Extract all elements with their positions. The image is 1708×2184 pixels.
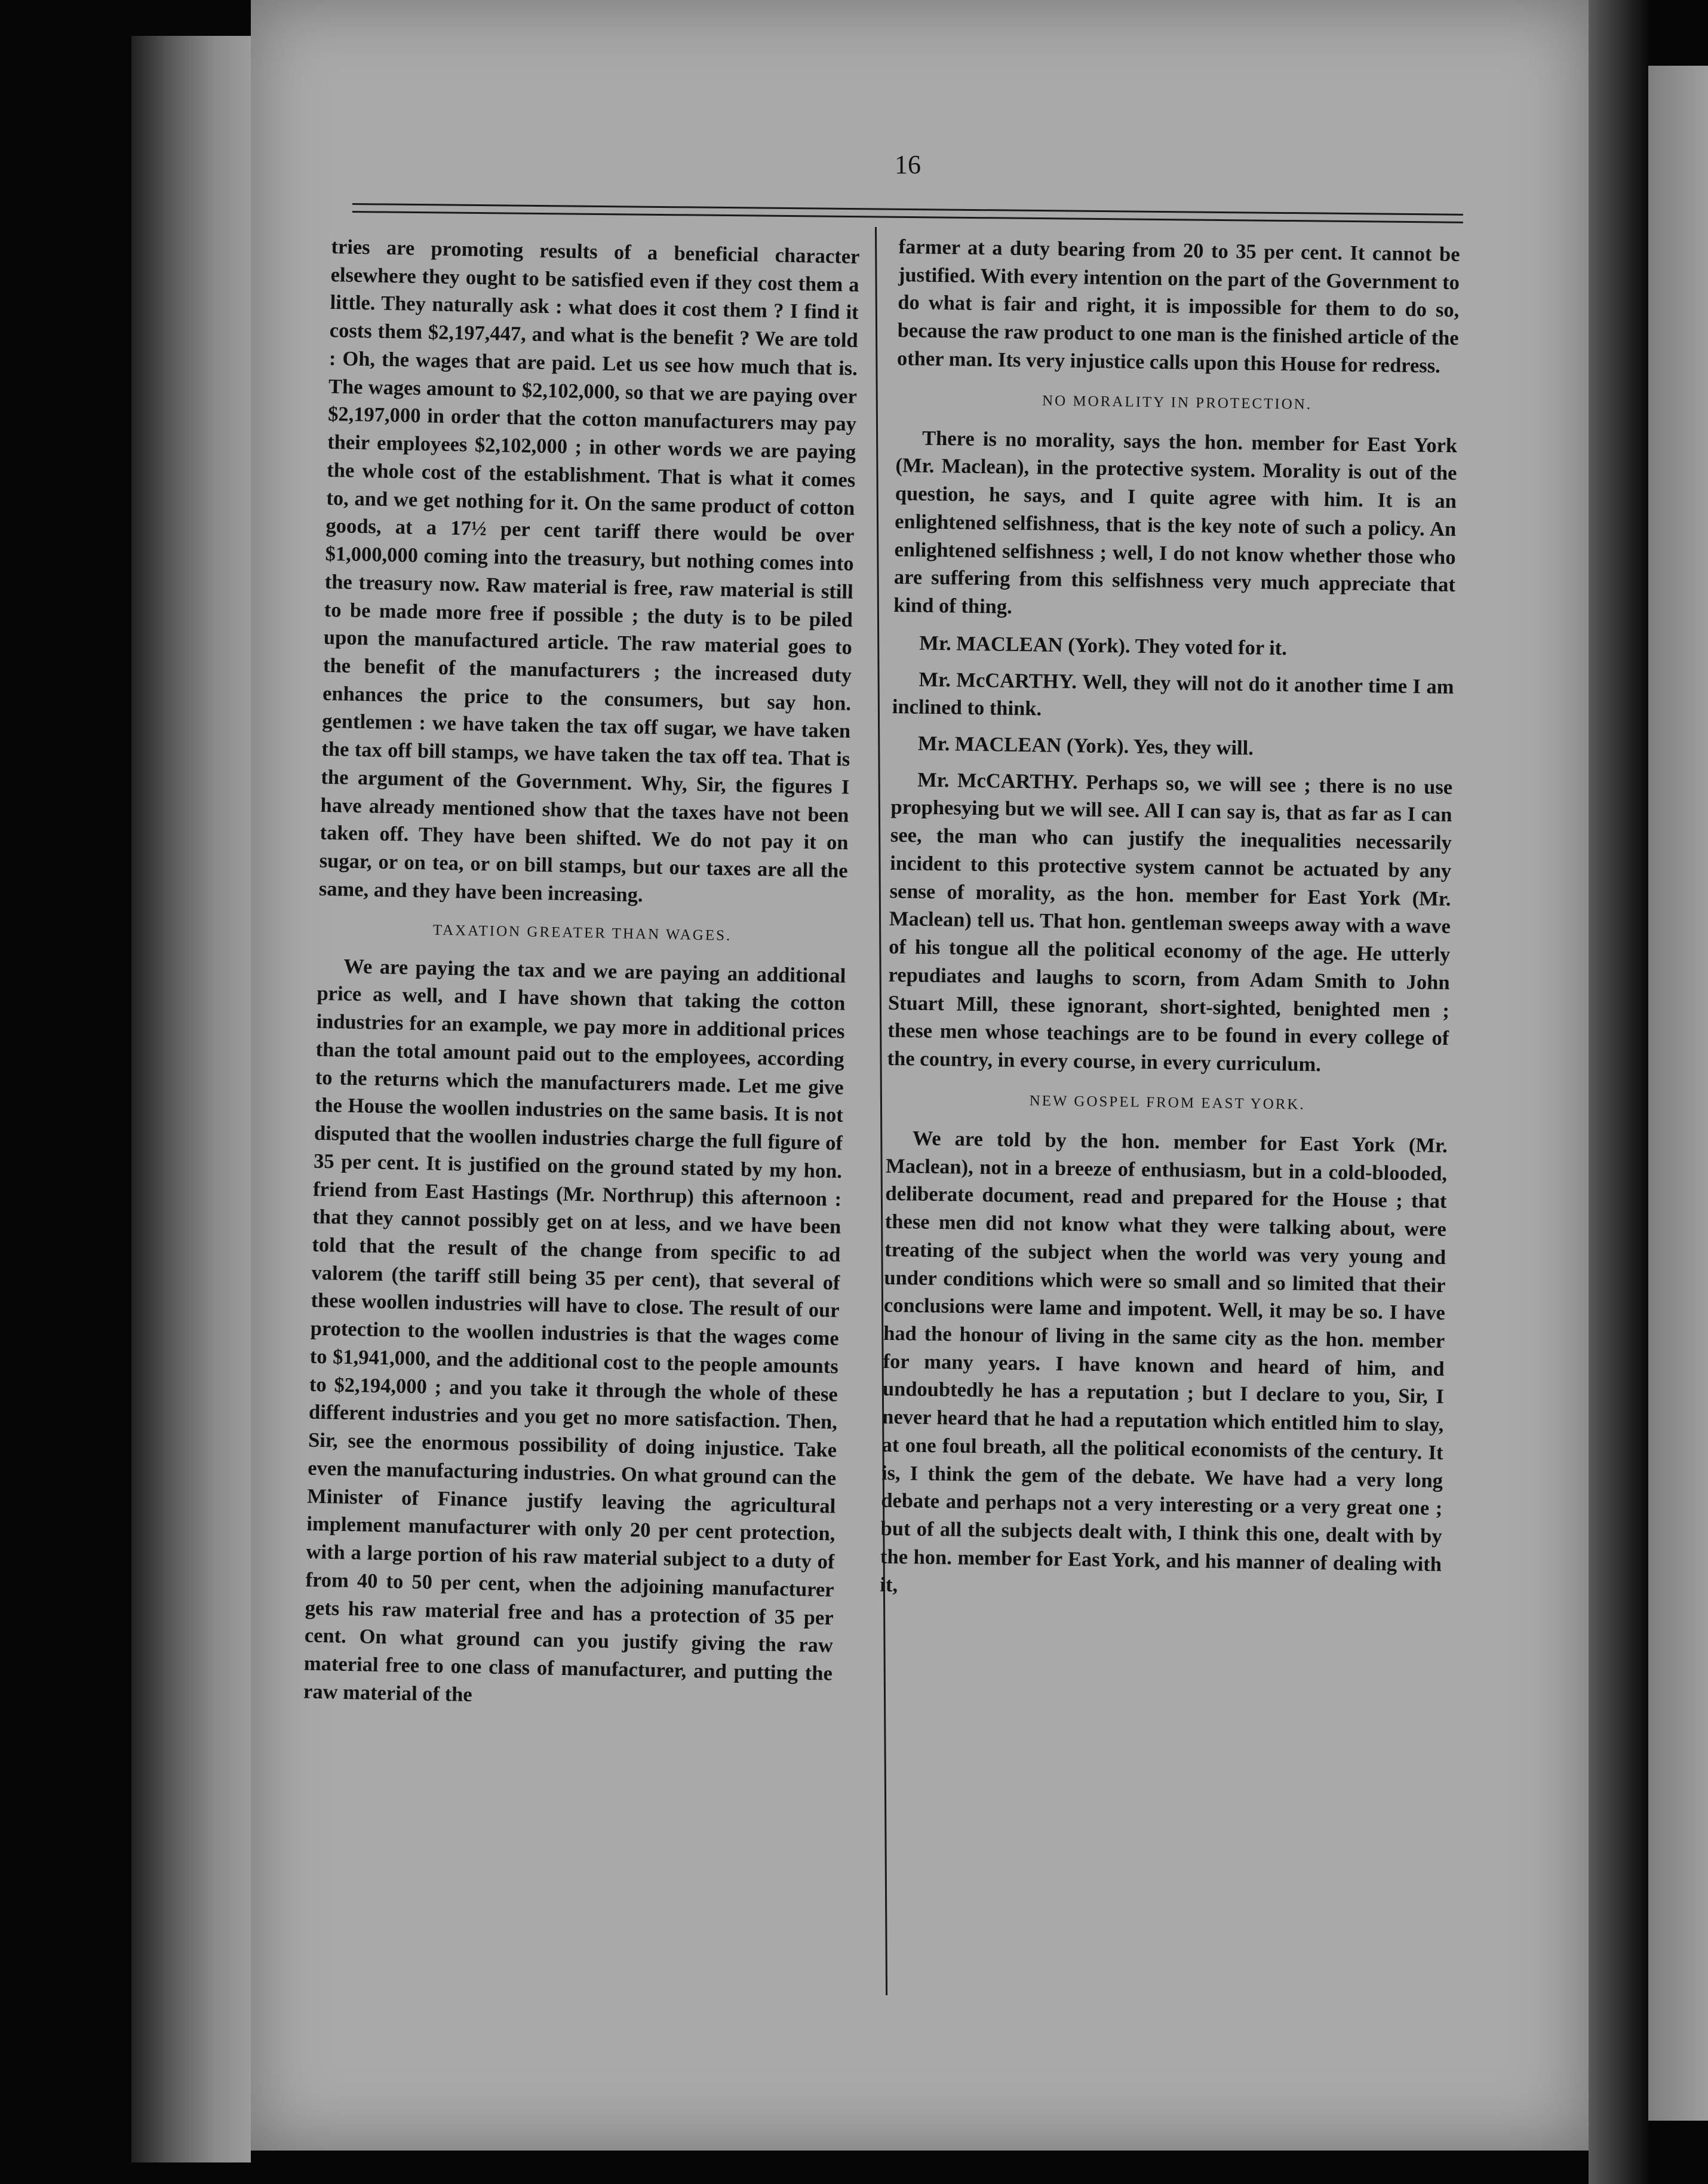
section-heading: NEW GOSPEL FROM EAST YORK.	[1029, 1093, 1305, 1113]
scan-right-gutter	[1589, 0, 1648, 2184]
paragraph: tries are promoting results of a beneficial character elsewhere they ought to be satisfied even if they cost them a little. They naturally ask : what does it cost them ? I find it costs them $2,197,447, and what is the benefit ? We are told : Oh, the wages that are paid. Let us see how much that is. The wages amount to $2,102,000, so that we are paying over $2,197,000 in order that the cotton manufacturers may pay their employees $2,102,000 ; in other words we are paying the whole cost of the establishment. That is what it comes to, and we get nothing for it. On the same product of cotton goods, at a 17½ per cent tariff there would be over $1,000,000 coming into the treasury, but nothing comes into the treasury now. Raw material is free, raw material is still to be made more free if possible ; the duty is to be piled upon the manufactured article. The raw material goes to the benefit of the manufacturers ; the increased duty enhances the price to the consumers, but say hon. gentlemen : we have taken the tax off sugar, we have taken the tax off bill stamps, we have taken the tax off tea. That is the argument of the Government. Why, Sir, the figures I have already mentioned show that the taxes have not been taken off. They have been shifted. We do not pay it on sugar, or on tea, or on bill stamps, but our taxes are all the same, and they have been increasing.	[318, 235, 860, 907]
section-heading: NO MORALITY IN PROTECTION.	[1042, 392, 1313, 413]
speech-line: Mr. MACLEAN (York). Yes, they will.	[917, 732, 1254, 760]
speech-line: Mr. McCARTHY. Perhaps so, we will see ; there is no use prophesying but we will see. All I can say is, that as far as I can see, the man who can justify the inequalities necessarily incident to this protective system cannot be actuated by any sense of morality, as the hon. member for East York (Mr. Maclean) tell us. That hon. gentleman sweeps away with a wave of his tongue all the political economy of the age. He utterly repudiates and laughs to scorn, from Adam Smith to John Stuart Mill, these ignorant, short-sighted, benighted men ; these men whose teachings are to be found in every college of the country, in every course, in every curriculum.	[887, 768, 1453, 1076]
speech-line: Mr. MACLEAN (York). They voted for it.	[919, 631, 1288, 660]
right-column	[874, 233, 1460, 2051]
section-heading: TAXATION GREATER THAN WAGES.	[432, 922, 732, 944]
scan-left-margin	[131, 36, 251, 2162]
paragraph: There is no morality, says the hon. member for East York (Mr. Maclean), in the protective system. Morality is out of the question, he says, and I quite agree with him. It is an enlightened selfishness, that is the key note of such a policy. An enlightened selfishness ; well, I do not know whether those who are suffering from this selfishness very much appreciate that kind of thing.	[893, 427, 1458, 618]
speech-line: Mr. McCARTHY. Well, they will not do it another time I am inclined to think.	[892, 668, 1454, 720]
page-number: 16	[895, 150, 921, 179]
paragraph: We are paying the tax and we are paying an additional price as well, and I have shown that taking the cotton industries for an example, we pay more in additional prices than the total amount paid out to the employees, according to the returns which the manufacturers made. Let me give the House the woollen industries on the same basis. It is not disputed that the woollen industries charge the full figure of 35 per cent. It is justified on the ground stated by my hon. friend from East Hastings (Mr. Northrup) this afternoon : that they cannot possibly get on at less, and we have been told that the result of the change from specific to ad valorem (the tariff still being 35 per cent), that several of these woollen industries will have to close. The result of our protection to the woollen industries is that the wages come to $1,941,000, and the additional cost to the people amounts to $2,194,000 ; and you take it through the whole of these different industries and you get no more satisfaction. Then, Sir, see the enormous possibility of doing injustice. Take even the manufacturing industries. On what ground can the Minister of Finance justify leaving the agricultural implement manufacturer with only 20 per cent protection, with a large portion of his raw material subject to a duty of from 40 to 50 per cent, when the adjoining manufacturer gets his raw material free and has a protection of 35 per cent. On what ground can you justify giving the raw material free to one class of manufacturer, and putting the raw material of the	[303, 955, 846, 1706]
left-column	[297, 233, 860, 2053]
adjacent-page-edge	[1648, 66, 1708, 2121]
paragraph: We are told by the hon. member for East York (Mr. Maclean), not in a breeze of enthusiasm, but in a cold-blooded, deliberate document, read and prepared for the House ; that these men did not know what they were talking about, were treating of the subject when the world was very young and under conditions which were so small and so limited that their conclusions were lame and impotent. Well, it may be so. I have had the honour of living in the same city as the hon. member for many years. I have known and heard of him, and undoubtedly he has a reputation ; but I declare to you, Sir, I never heard that he had a reputation which entitled him to slay, at one foul breath, all the political economists of the century. It is, I think the gem of the debate. We have had a very long debate and perhaps not a very interesting or a very great one ; but of all the subjects dealt with, I think this one, dealt with by the hon. member for East York, and his manner of dealing with it,	[880, 1127, 1448, 1596]
paragraph: farmer at a duty bearing from 20 to 35 per cent. It cannot be justified. With every intention on the part of the Government to do what is fair and right, it is impossible for them to do so, because the raw product to one man is the finished article of the other man. Its very injustice calls upon this House for redress.	[896, 235, 1460, 378]
